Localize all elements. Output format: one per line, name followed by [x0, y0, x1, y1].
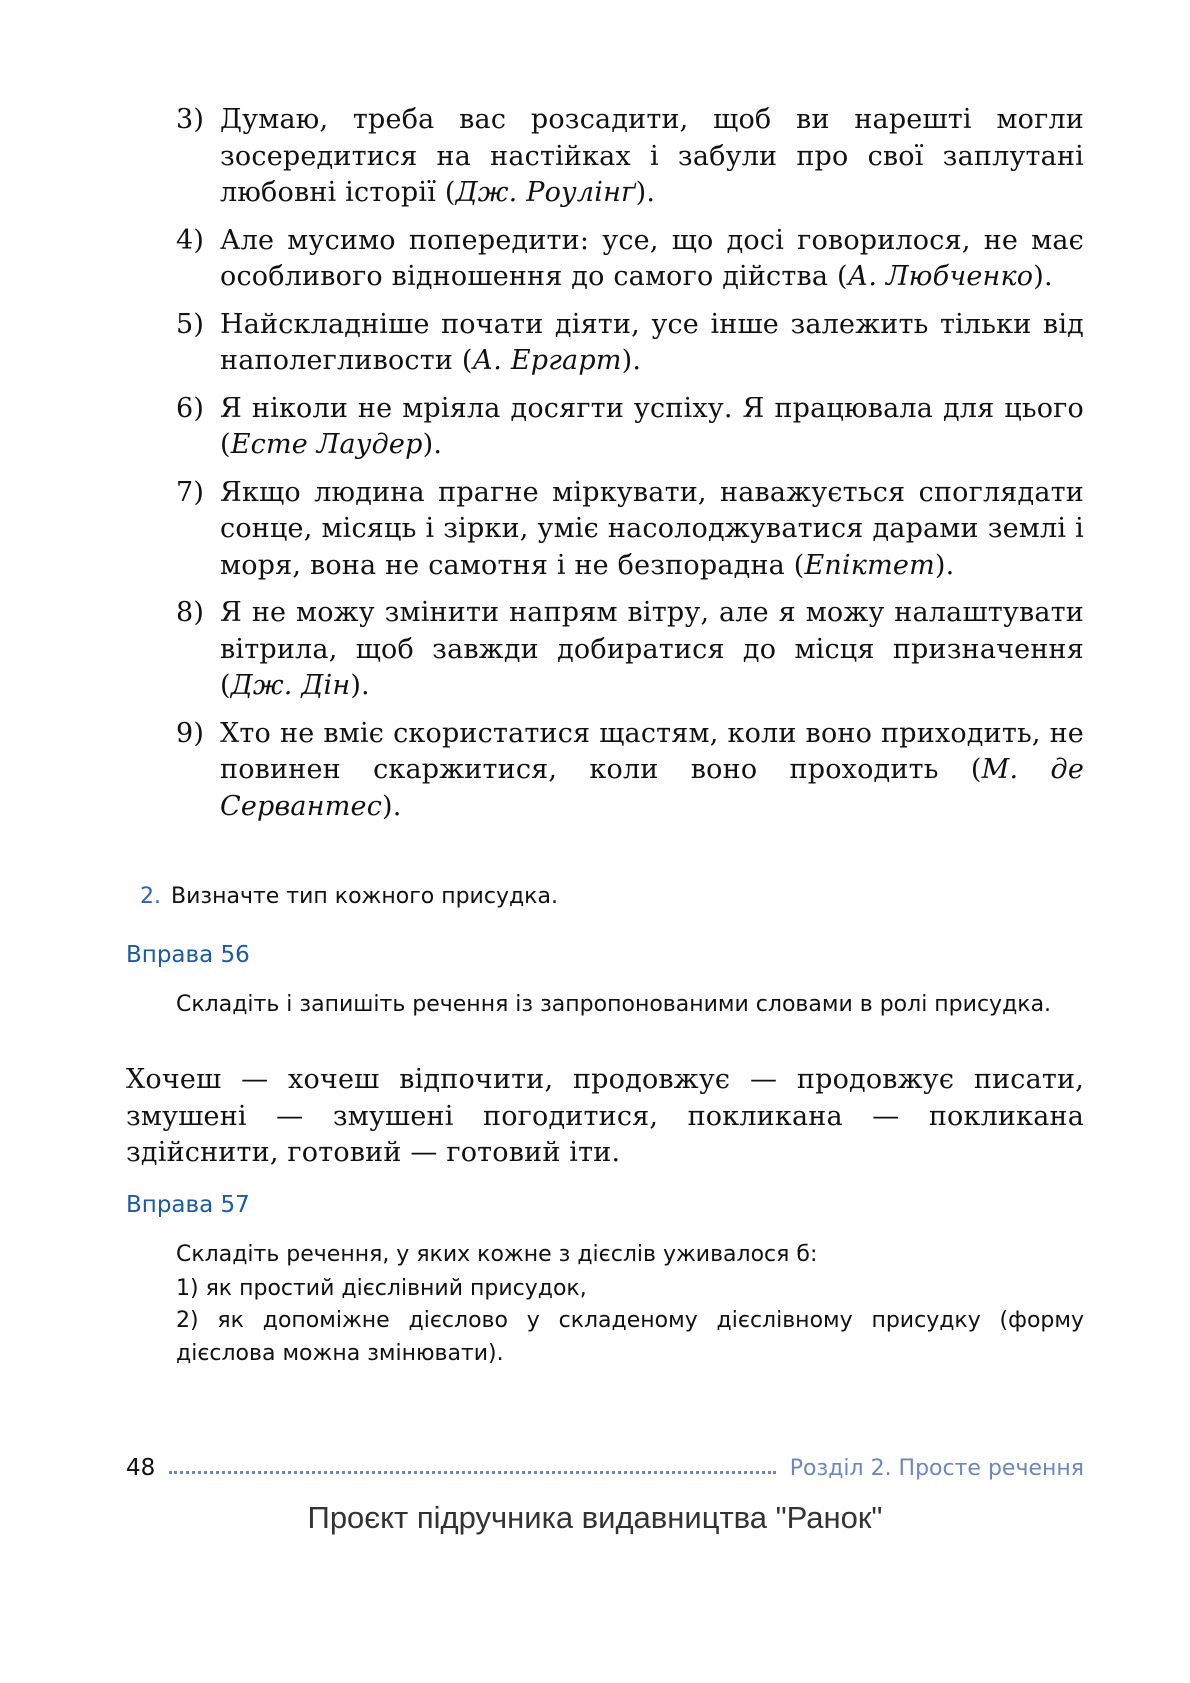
list-item [176, 223, 1084, 296]
quote-text: Хто не вміє скористатися щастям, коли воно приходить, не повинен скаржитися, коли воно проходить ( [220, 717, 1084, 785]
quote-author: А. Ергарт [472, 345, 622, 376]
item-number: 9) [176, 717, 205, 749]
exercise-56-title: Вправа 56 [126, 942, 250, 968]
task-number: 2. [140, 884, 161, 909]
exercise-56-words: Хочеш — хочеш відпочити, продовжує — продовжує писати, змушені — змушені погодитися, покликана — покликана здійснити, готовий — готовий іти. [126, 1064, 1084, 1168]
item-number: 3) [176, 104, 205, 135]
page-number: 48 [126, 1455, 156, 1481]
list-item [176, 307, 1084, 380]
quotes-list [176, 102, 1084, 836]
quote-author: Дж. Роулінґ [455, 177, 636, 208]
quote-text: Якщо людина прагне міркувати, наважується споглядати сонце, місяць і зірки, уміє насолоджуватися дарами землі і моря, вона не самотня і не безпорадна ( [220, 476, 1084, 581]
quote-text: Я ніколи не мріяла досягти успіху. Я працювала для цього ( [220, 392, 1084, 460]
quote-author: Епіктет [804, 549, 935, 581]
section-title: Розділ 2. Просте речення [789, 1455, 1084, 1481]
list-item [176, 716, 1084, 826]
exercise-57-point-2: 2) як допоміжне дієслово у складеному дієслівному присудку (форму дієслова можна змінювати). [176, 1308, 1084, 1366]
quote-end: ). [934, 549, 955, 581]
quote-text: Найскладніше почати діяти, усе інше залежить тільки від наполегливости ( [220, 308, 1084, 376]
exercise-57-instruction: Складіть речення, у яких кожне з дієслів уживалося б: [176, 1242, 818, 1267]
item-number: 4) [176, 224, 205, 256]
footer-dotted-leader [169, 1471, 775, 1474]
exercise-56-instruction: Складіть і запишіть речення із запропонованими словами в ролі присудка. [176, 992, 1052, 1017]
exercise-57-point-1: 1) як простий дієслівний присудок, [176, 1276, 587, 1301]
item-number: 8) [176, 597, 205, 628]
quote-text: Я не можу змінити напрям вітру, але я можу налаштувати вітрила, щоб завжди добиратися до місця призначення ( [220, 597, 1084, 701]
quote-text: Але мусимо попередити: усе, що досі говорилося, не має особливого відношення до самого дійства ( [220, 224, 1084, 292]
quote-author: Дж. Дін [230, 670, 351, 701]
quote-end: ). [350, 670, 370, 701]
page-footer [126, 1452, 1084, 1484]
list-item [176, 475, 1084, 585]
quote-end: ). [1033, 261, 1053, 292]
list-item [176, 595, 1084, 705]
quote-author: А. Любченко [847, 261, 1034, 292]
task-text: Визначте тип кожного присудка. [171, 884, 558, 909]
quote-end: ). [621, 345, 642, 376]
quote-author: Есте Лаудер [230, 429, 423, 460]
item-number: 5) [176, 308, 205, 340]
quote-author: М. де Сервантес [220, 754, 1085, 822]
task-2 [140, 882, 558, 912]
list-item [176, 102, 1084, 212]
list-item [176, 391, 1084, 464]
item-number: 7) [176, 476, 205, 508]
publisher-watermark: Проєкт підручника видавництва "Ранок" [307, 1500, 883, 1535]
quote-end: ). [422, 429, 443, 460]
quote-text: Думаю, треба вас розсадити, щоб ви нарешті могли зосередитися на настійках і забули про свої заплутані любовні історії ( [220, 104, 1084, 208]
exercise-57-title: Вправа 57 [126, 1192, 250, 1218]
quote-end: ). [382, 790, 402, 822]
quote-end: ). [635, 177, 656, 208]
item-number: 6) [176, 392, 205, 424]
